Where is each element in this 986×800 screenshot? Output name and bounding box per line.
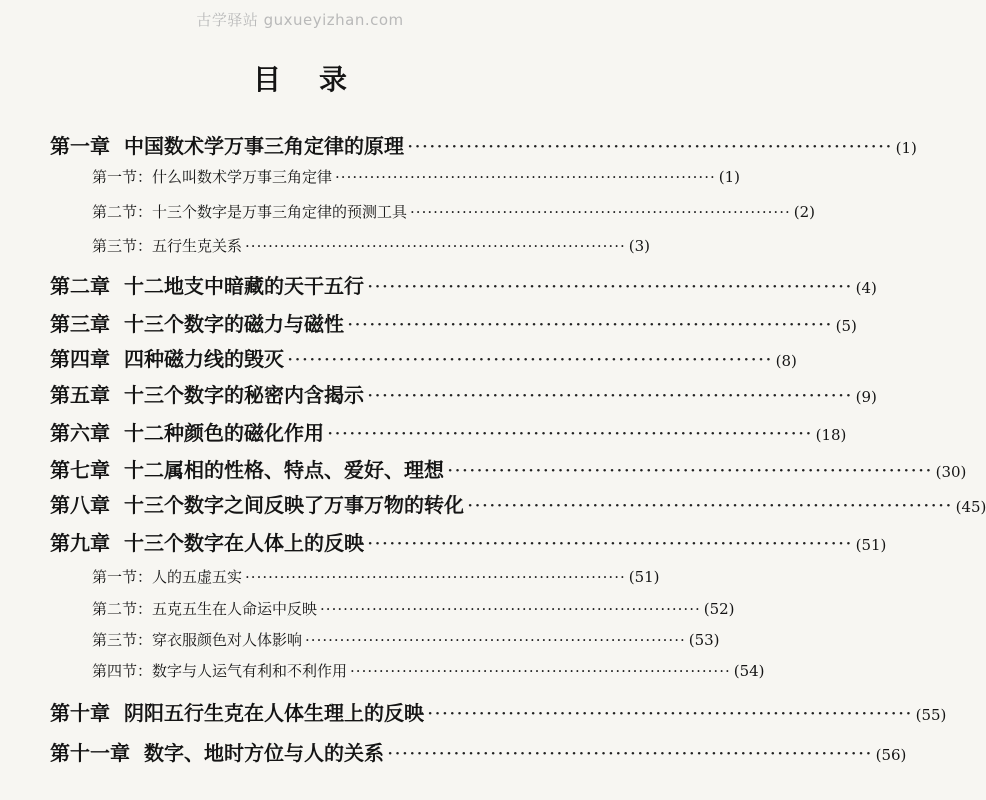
dot-leader: ·································································· — [335, 168, 716, 186]
toc-chapter-row — [50, 270, 877, 299]
chapter-title: 十三个数字之间反映了万事万物的转化 — [124, 493, 464, 517]
chapter-label: 第四章 — [50, 347, 110, 371]
chapter-label: 第二章 — [50, 274, 110, 298]
page-number: (9) — [855, 388, 877, 406]
toc-section-row — [92, 201, 815, 222]
dot-leader: ·································································· — [327, 421, 813, 445]
page-number: (51) — [628, 568, 660, 586]
dot-leader: ·································································· — [347, 312, 833, 336]
toc-section-row — [92, 166, 740, 187]
section-label: 第一节： — [92, 168, 153, 186]
chapter-title: 十三个数字在人体上的反映 — [124, 531, 364, 555]
dot-leader: ·································································· — [350, 662, 731, 680]
chapter-label: 第一章 — [50, 134, 110, 158]
chapter-label: 第十一章 — [50, 741, 130, 765]
page-number: (53) — [688, 631, 720, 649]
dot-leader: ·································································· — [305, 631, 686, 649]
section-title: 数字与人运气有利和不利作用 — [152, 662, 348, 680]
dot-leader: ·································································· — [245, 237, 626, 255]
toc-chapter-row — [50, 737, 907, 766]
page-number: (3) — [628, 237, 650, 255]
chapter-title: 阴阳五行生克在人体生理上的反映 — [124, 701, 424, 725]
section-title: 什么叫数术学万事三角定律 — [152, 168, 333, 186]
toc-chapter-row — [50, 489, 986, 518]
page-number: (56) — [875, 746, 907, 764]
chapter-label: 第九章 — [50, 531, 110, 555]
dot-leader: ·································································· — [320, 600, 701, 618]
page-number: (30) — [935, 463, 967, 481]
toc-chapter-row — [50, 697, 947, 726]
section-title: 五克五生在人命运中反映 — [152, 600, 318, 618]
page-number: (45) — [955, 498, 986, 516]
section-label: 第一节： — [92, 568, 153, 586]
page-number: (5) — [835, 317, 857, 335]
toc-section-row — [92, 629, 720, 650]
chapter-title: 四种磁力线的毁灭 — [124, 347, 284, 371]
chapter-title: 中国数术学万事三角定律的原理 — [124, 134, 404, 158]
toc-chapter-row — [50, 343, 797, 372]
section-label: 第二节： — [92, 600, 153, 618]
chapter-title: 十三个数字的秘密内含揭示 — [124, 383, 364, 407]
chapter-label: 第六章 — [50, 421, 110, 445]
toc-chapter-row — [50, 379, 877, 408]
page-number: (4) — [855, 279, 877, 297]
dot-leader: ·································································· — [367, 383, 853, 407]
toc-chapter-row — [50, 417, 847, 446]
dot-leader: ·································································· — [367, 531, 853, 555]
section-label: 第三节： — [92, 237, 153, 255]
chapter-title: 数字、地时方位与人的关系 — [144, 741, 384, 765]
chapter-label: 第三章 — [50, 312, 110, 336]
dot-leader: ·································································· — [287, 347, 773, 371]
page-number: (18) — [815, 426, 847, 444]
chapter-label: 第八章 — [50, 493, 110, 517]
page-number: (52) — [703, 600, 735, 618]
dot-leader: ·································································· — [447, 458, 933, 482]
toc-chapter-row — [50, 130, 917, 159]
dot-leader: ·································································· — [427, 701, 913, 725]
section-title: 五行生克关系 — [152, 237, 243, 255]
toc-section-row — [92, 235, 650, 256]
section-label: 第三节： — [92, 631, 153, 649]
toc-section-row — [92, 660, 765, 681]
toc-chapter-row — [50, 454, 967, 483]
page-number: (8) — [775, 352, 797, 370]
dot-leader: ·································································· — [387, 741, 873, 765]
toc-section-row — [92, 598, 735, 619]
dot-leader: ·································································· — [245, 568, 626, 586]
page-title: 目录 — [252, 63, 385, 96]
page-number: (1) — [718, 168, 740, 186]
section-title: 穿衣服颜色对人体影响 — [152, 631, 303, 649]
watermark-text: 古学驿站 guxueyizhan.com — [196, 11, 404, 29]
page-number: (2) — [793, 203, 815, 221]
page-number: (54) — [733, 662, 765, 680]
page-number: (55) — [915, 706, 947, 724]
chapter-title: 十二种颜色的磁化作用 — [124, 421, 324, 445]
chapter-label: 第七章 — [50, 458, 110, 482]
dot-leader: ·································································· — [367, 274, 853, 298]
chapter-title: 十二属相的性格、特点、爱好、理想 — [124, 458, 444, 482]
chapter-label: 第五章 — [50, 383, 110, 407]
toc-chapter-row — [50, 308, 857, 337]
dot-leader: ·································································· — [467, 493, 953, 517]
section-title: 人的五虚五实 — [152, 568, 243, 586]
page-number: (1) — [895, 139, 917, 157]
section-label: 第二节： — [92, 203, 153, 221]
chapter-title: 十二地支中暗藏的天干五行 — [124, 274, 364, 298]
dot-leader: ·································································· — [410, 203, 791, 221]
toc-chapter-row — [50, 527, 887, 556]
section-label: 第四节： — [92, 662, 153, 680]
chapter-label: 第十章 — [50, 701, 110, 725]
toc-section-row — [92, 566, 660, 587]
page-number: (51) — [855, 536, 887, 554]
chapter-title: 十三个数字的磁力与磁性 — [124, 312, 344, 336]
section-title: 十三个数字是万事三角定律的预测工具 — [152, 203, 408, 221]
dot-leader: ·································································· — [407, 134, 893, 158]
